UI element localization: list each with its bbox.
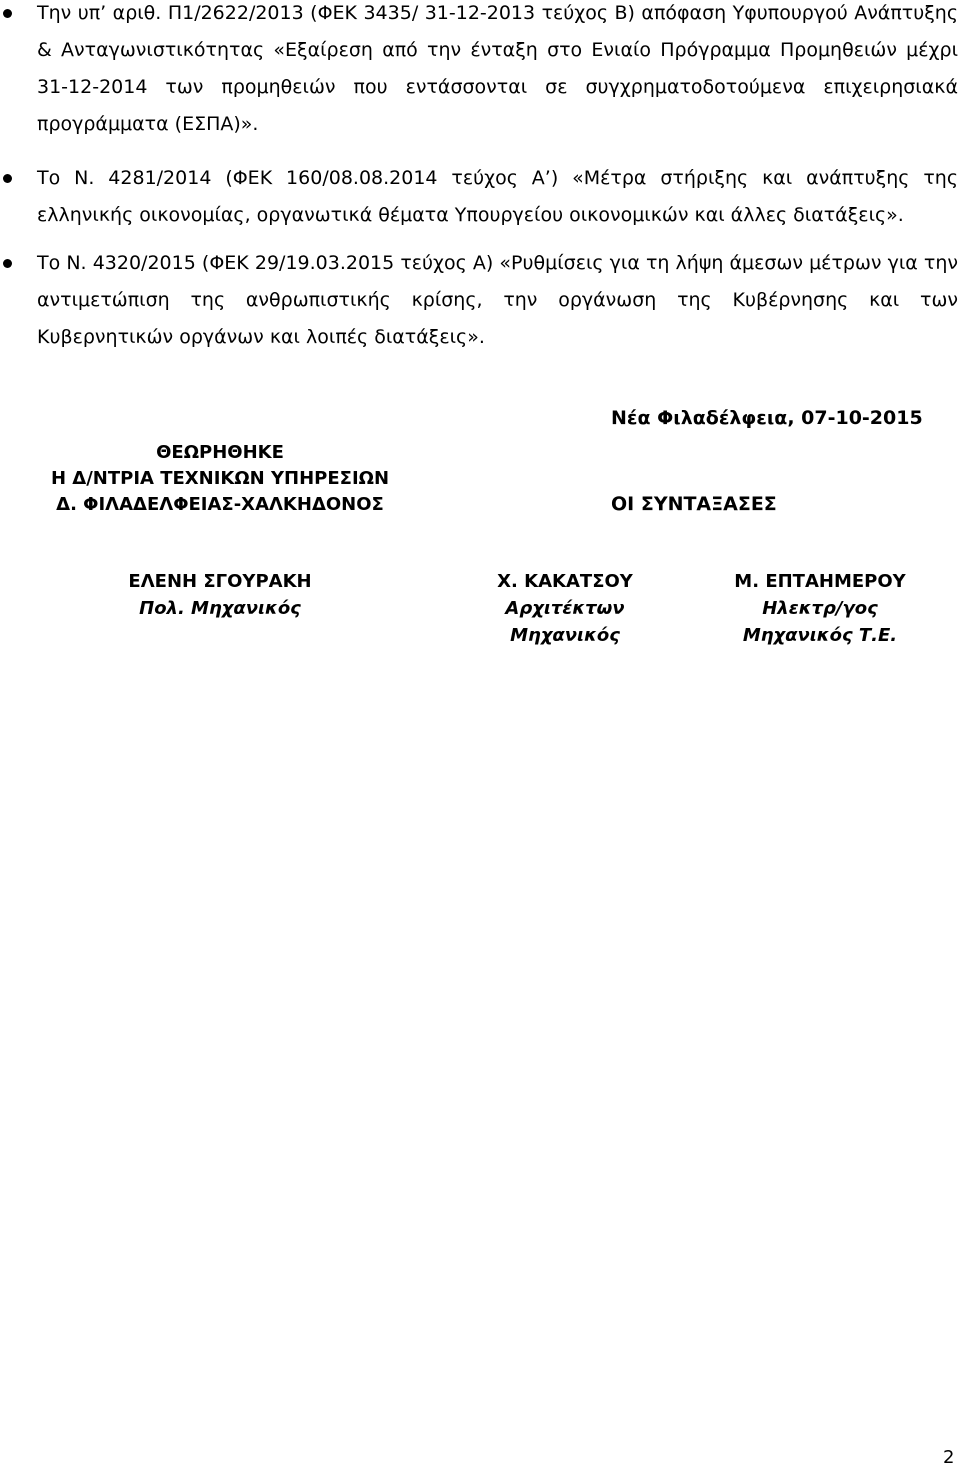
- page-number: 2: [943, 1447, 955, 1468]
- list-item-text: Το Ν. 4320/2015 (ΦΕΚ 29/19.03.2015 τεύχος Α) «Ρυθμίσεις για τη λήψη άμεσων μέτρων για την αντιμετώπιση της ανθρωπιστικής κρίσης, την οργάνωση της Κυβέρνησης και των Κυβερνητικών οργάνων και λοιπές διατάξεις».: [37, 252, 958, 348]
- list-item: [0, 160, 960, 234]
- place-date: Νέα Φιλαδέλφεια, 07-10-2015: [611, 407, 923, 429]
- signatory-title-line-2: Μηχανικός Τ.Ε.: [742, 625, 898, 646]
- drafted-by-heading: ΟΙ ΣΥΝΤΑΞΑΣΕΣ: [611, 493, 777, 515]
- signatory-title-line-2: Μηχανικός: [510, 625, 620, 646]
- approval-line-1: ΘΕΩΡΗΘΗΚΕ: [156, 442, 284, 463]
- signatory-title: Πολ. Μηχανικός: [139, 598, 301, 619]
- bullet-icon: [3, 259, 12, 268]
- signatory-block: [470, 568, 660, 649]
- approval-block: [0, 440, 440, 518]
- signatory-title: Ηλεκτρ/γος: [762, 598, 878, 619]
- bullet-icon: [3, 9, 12, 18]
- signatory-block: [705, 568, 935, 649]
- signatory-name: ΕΛΕΝΗ ΣΓΟΥΡΑΚΗ: [128, 571, 312, 592]
- list-item-text: Το Ν. 4281/2014 (ΦΕΚ 160/08.08.2014 τεύχος Α’) «Μέτρα στήριξης και ανάπτυξης της ελληνικής οικονομίας, οργανωτικά θέματα Υπουργείου οικονομικών και άλλες διατάξεις».: [37, 167, 958, 226]
- bullet-icon: [3, 174, 12, 183]
- signatory-name: Μ. ΕΠΤΑΗΜΕΡΟΥ: [734, 571, 906, 592]
- signatory-block: [100, 568, 340, 622]
- list-item: [0, 245, 960, 356]
- list-item-text: Την υπ’ αριθ. Π1/2622/2013 (ΦΕΚ 3435/ 31-12-2013 τεύχος Β) απόφαση Υφυπουργού Ανάπτυξης & Ανταγωνιστικότητας «Εξαίρεση από την ένταξη στο Ενιαίο Πρόγραμμα Προμηθειών μέχρι 31-12-2014 των προμηθειών που εντάσσονται σε συγχρηματοδοτούμενα επιχειρησιακά προγράμματα (ΕΣΠΑ)».: [37, 2, 958, 135]
- approval-line-2: Η Δ/ΝΤΡΙΑ ΤΕΧΝΙΚΩΝ ΥΠΗΡΕΣΙΩΝ: [50, 468, 390, 489]
- list-item: [0, 0, 960, 143]
- signatory-title: Αρχιτέκτων: [505, 598, 625, 619]
- signatory-name: Χ. ΚΑΚΑΤΣΟΥ: [497, 571, 633, 592]
- approval-line-3: Δ. ΦΙΛΑΔΕΛΦΕΙΑΣ-ΧΑΛΚΗΔΟΝΟΣ: [56, 494, 384, 515]
